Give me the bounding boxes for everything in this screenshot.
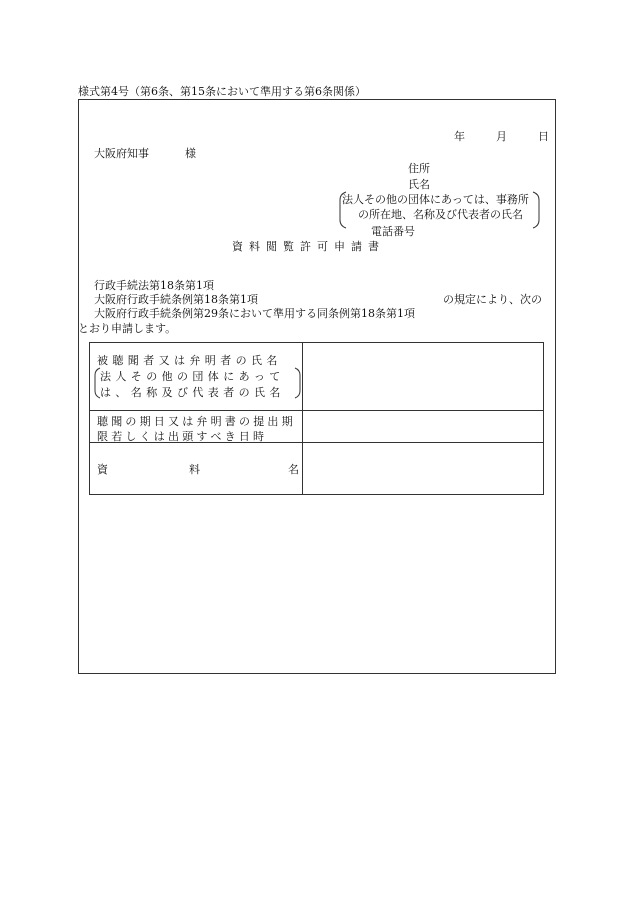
table-row-label: 名 [288, 463, 299, 476]
phone-label: 電話番号 [371, 225, 415, 238]
law-reference-1: 行政手続法第18条第1項 [94, 279, 214, 292]
table-value-cell[interactable] [304, 444, 542, 493]
table-row-label: 資 [97, 463, 108, 476]
document-title: 資料閲覧許可申請書 [232, 240, 385, 253]
provision-text: の規定により、次の [443, 293, 542, 306]
corporation-note-line2: の所在地、名称及び代表者の氏名 [358, 208, 523, 221]
form-number-caption: 様式第4号（第6条、第15条において準用する第6条関係） [78, 85, 366, 98]
table-value-cell[interactable] [304, 345, 542, 408]
address-label: 住所 [408, 162, 430, 175]
table-row-label: は、名称及び代表者の氏名 [100, 386, 285, 399]
date-line [454, 128, 549, 144]
corporation-note-line1: 法人その他の団体にあっては、事務所 [342, 193, 529, 206]
table-row-label: 料 [189, 463, 200, 476]
table-column-divider [302, 343, 303, 494]
table-row-divider [90, 410, 543, 411]
date-day-label: 日 [538, 130, 549, 143]
name-label: 氏名 [408, 178, 430, 191]
date-year-label: 年 [454, 130, 465, 143]
table-row-label: 限若しくは出頭すべき日時 [97, 430, 268, 443]
addressee-line [94, 145, 196, 161]
table-row-label: 聴聞の期日又は弁明書の提出期 [97, 415, 296, 428]
request-closing: とおり申請します。 [78, 322, 177, 335]
table-value-cell[interactable] [304, 412, 542, 441]
addressee-honorific: 様 [185, 147, 196, 160]
request-table [89, 342, 544, 495]
date-month-label: 月 [496, 130, 507, 143]
law-reference-3: 大阪府行政手続条例第29条において準用する同条例第18条第1項 [94, 307, 415, 320]
table-row-label: 被聴聞者又は弁明者の氏名 [97, 354, 282, 367]
corporation-note [339, 190, 540, 230]
law-reference-2: 大阪府行政手続条例第18条第1項 [94, 293, 258, 306]
addressee-name: 大阪府知事 [94, 147, 149, 160]
table-row-label: 法人その他の団体にあって [100, 370, 285, 383]
